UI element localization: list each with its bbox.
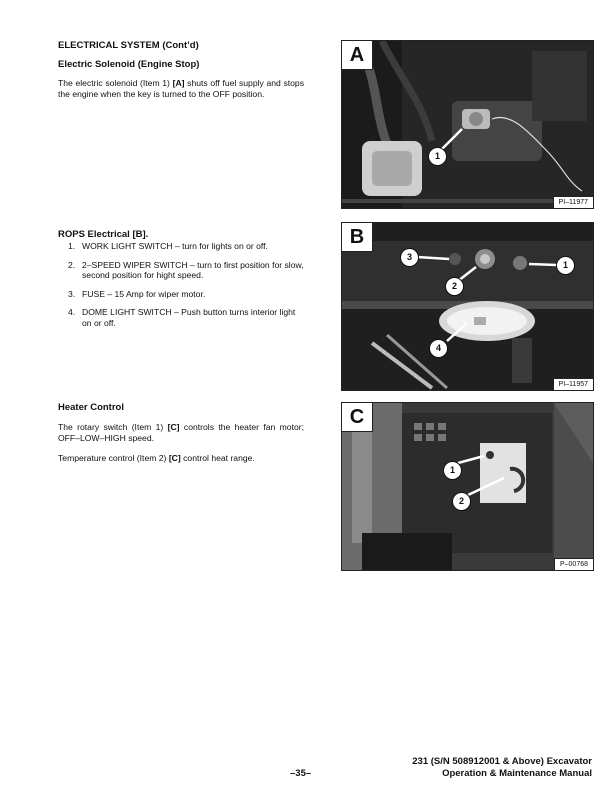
section-heading-electrical: ELECTRICAL SYSTEM (Cont’d) xyxy=(58,40,199,51)
callout-b-4: 4 xyxy=(429,339,448,358)
paragraph-solenoid: The electric solenoid (Item 1) [A] shuts off fuel supply and stops the engine when the key is turned to the OFF position. xyxy=(58,78,305,99)
figure-b-code: PI–11957 xyxy=(553,378,593,390)
callout-b-2: 2 xyxy=(445,277,464,296)
figure-a-code: PI–11977 xyxy=(553,196,593,208)
list-item: 1. WORK LIGHT SWITCH – turn for lights on or off. xyxy=(68,241,268,251)
engine-solenoid-image xyxy=(342,41,593,208)
callout-a-1: 1 xyxy=(428,147,447,166)
figure-c-code: P–00768 xyxy=(554,558,593,570)
rops-switch-panel-image xyxy=(342,223,593,390)
paragraph-rotary-switch: The rotary switch (Item 1) [C] controls the heater fan motor; OFF–LOW–HIGH speed. xyxy=(58,422,304,443)
rops-electrical-list xyxy=(68,241,304,337)
figure-b-photo xyxy=(341,222,594,391)
figure-a-label: A xyxy=(342,41,373,70)
figure-c-photo xyxy=(341,402,594,571)
manual-title-line1: 231 (S/N 508912001 & Above) Excavator xyxy=(412,756,592,767)
page-number: –35– xyxy=(290,768,312,779)
figure-b-label: B xyxy=(342,223,373,252)
callout-c-2: 2 xyxy=(452,492,471,511)
subheading-electric-solenoid: Electric Solenoid (Engine Stop) xyxy=(58,59,200,70)
paragraph-temperature-control: Temperature control (Item 2) [C] control heat range. xyxy=(58,453,255,463)
heater-control-image xyxy=(342,403,593,570)
section-heading-rops-electrical: ROPS Electrical [B]. xyxy=(58,229,149,240)
list-item: 4. DOME LIGHT SWITCH – Push button turns interior light on or off. xyxy=(68,307,296,328)
figure-c-label: C xyxy=(342,403,373,432)
list-item: 2. 2–SPEED WIPER SWITCH – turn to first position for slow, second position for hight speed. xyxy=(68,259,304,281)
manual-title-line2: Operation & Maintenance Manual xyxy=(442,768,592,779)
callout-b-3: 3 xyxy=(400,248,419,267)
list-item: 3. FUSE – 15 Amp for wiper motor. xyxy=(68,288,206,299)
figure-a-photo xyxy=(341,40,594,209)
section-heading-heater-control: Heater Control xyxy=(58,402,124,413)
callout-c-1: 1 xyxy=(443,461,462,480)
callout-b-1: 1 xyxy=(556,256,575,275)
